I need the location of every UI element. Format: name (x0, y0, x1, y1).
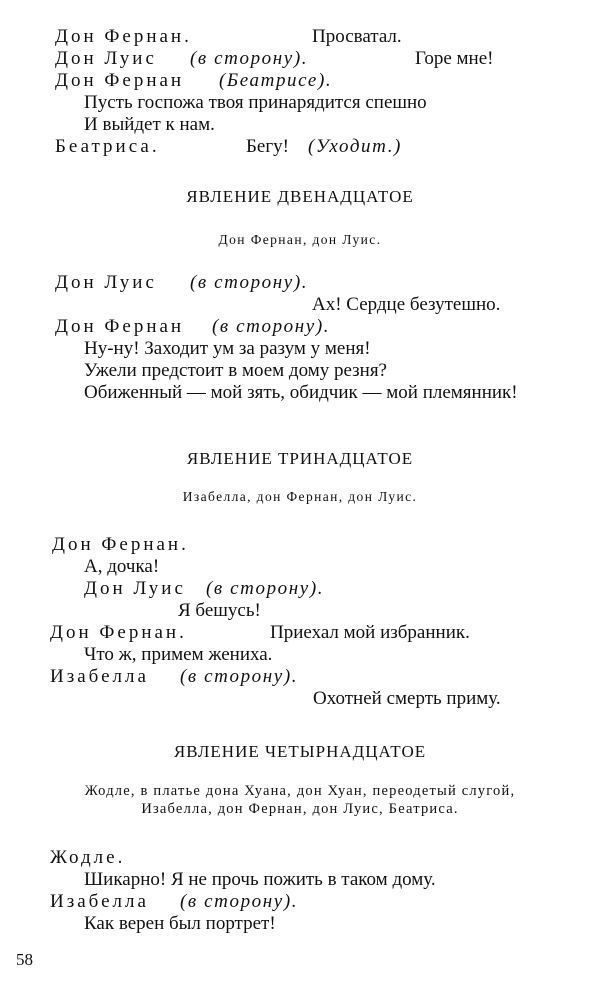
dialogue-line: Шикарно! Я не прочь пожить в таком дому. (84, 869, 436, 890)
page-number: 58 (16, 950, 33, 969)
scene-heading: ЯВЛЕНИЕ ЧЕТЫРНАДЦАТОЕ (173, 742, 427, 761)
stage-direction: (Уходит.) (308, 136, 402, 157)
dialogue-line: Ну-ну! Заходит ум за разум у меня! (84, 338, 371, 359)
dialogue-line: Как верен был портрет! (84, 913, 276, 934)
dialogue-line: Обиженный — мой зять, обидчик — мой племянник! (84, 382, 518, 403)
stage-direction: (в сторону). (190, 272, 309, 293)
speaker-beatrisa: Беатриса. (55, 136, 160, 157)
speaker-zhodle: Жодле. (50, 847, 126, 868)
dialogue-line: А, дочка! (84, 556, 160, 577)
stage-direction: (в сторону). (180, 891, 299, 912)
dialogue-line: Приехал мой избранник. (270, 622, 470, 643)
speaker-don-luis: Дон Луис (55, 48, 157, 69)
scene-cast: Изабелла, дон Фернан, дон Луис. (182, 489, 418, 504)
speaker-izabella: Изабелла (50, 891, 149, 912)
dialogue-line: Охотней смерть приму. (313, 688, 501, 709)
dialogue-line: Горе мне! (415, 48, 494, 69)
dialogue-line: Просватал. (312, 26, 402, 47)
dialogue-line: Пусть госпожа твоя принарядится спешно (84, 92, 427, 113)
stage-direction: (в сторону). (206, 578, 325, 599)
stage-direction: (в сторону). (212, 316, 331, 337)
scene-cast: Дон Фернан, дон Луис. (218, 232, 382, 247)
speaker-don-luis: Дон Луис (55, 272, 157, 293)
stage-direction: (в сторону). (190, 48, 309, 69)
speaker-don-fernan: Дон Фернан. (50, 622, 187, 643)
speaker-izabella: Изабелла (50, 666, 149, 687)
dialogue-line: Я бешусь! (178, 600, 261, 621)
scene-heading: ЯВЛЕНИЕ ТРИНАДЦАТОЕ (186, 449, 414, 468)
stage-direction: (Беатрисе). (219, 70, 333, 91)
speaker-don-fernan: Дон Фернан. (52, 534, 189, 555)
stage-direction: (в сторону). (180, 666, 299, 687)
dialogue-line: И выйдет к нам. (84, 114, 215, 135)
speaker-don-fernan: Дон Фернан (55, 316, 185, 337)
speaker-don-luis: Дон Луис (84, 578, 186, 599)
speaker-don-fernan: Дон Фернан (55, 70, 185, 91)
dialogue-line: Что ж, примем жениха. (84, 644, 273, 665)
dialogue-line: Бегу! (246, 136, 289, 157)
speaker-don-fernan: Дон Фернан. (55, 26, 192, 47)
dialogue-line: Ах! Сердце безутешно. (312, 294, 501, 315)
scene-cast: Изабелла, дон Фернан, дон Луис, Беатриса. (141, 801, 459, 817)
dialogue-line: Ужели предстоит в моем дому резня? (84, 360, 387, 381)
scene-cast: Жодле, в платье дона Хуана, дон Хуан, переодетый слугой, (84, 783, 516, 799)
scene-heading: ЯВЛЕНИЕ ДВЕНАДЦАТОЕ (186, 187, 414, 206)
